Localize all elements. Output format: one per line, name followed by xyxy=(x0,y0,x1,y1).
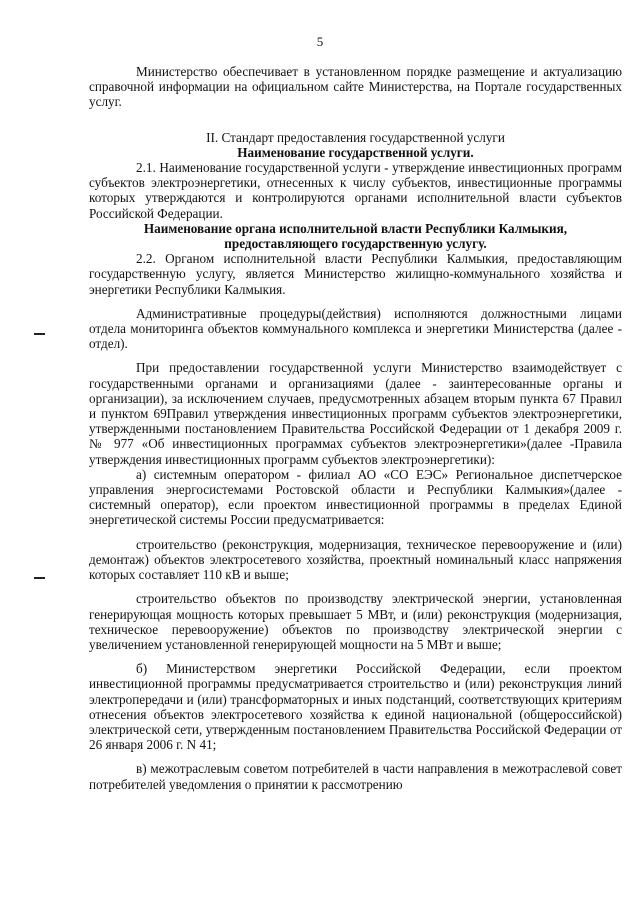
page-number: 5 xyxy=(316,34,324,49)
paragraph-ministry-info: Министерство обеспечивает в установленном порядке размещение и актуализацию справочной информации на официальном сайте Министерства, на Портале государственных услуг. xyxy=(89,64,622,110)
paragraph-2-2: 2.2. Органом исполнительной власти Республики Калмыкия, предоставляющим государственную услугу, является Министерство жилищно-коммунального хозяйства и энергетики Республики Калмыкия. xyxy=(89,251,622,297)
paragraph-admin-procedures: Административные процедуры(действия) исполняются должностными лицами отдела мониторинга объектов коммунального комплекса и энергетики Министерства (далее - отдел). xyxy=(89,305,622,352)
heading-authority: Наименование органа исполнительной власти Республики Калмыкия, предоставляющего государственную услугу. xyxy=(143,220,568,252)
section-title: II. Стандарт предоставления государственной услуги xyxy=(206,129,505,145)
paragraph-item-a: а) системным оператором - филиал АО «СО ЕЭС» Региональное диспетчерское управления энергосистемами Ростовской области и Республики Калмыкия»(далее - системный оператор), если проектом инвестиционной программы в пределах Единой энергетической системы России предусматривается: xyxy=(89,466,622,528)
paragraph-item-v: в) межотраслевым советом потребителей в части направления в межотраслевой совет потребителей уведомления о принятии к рассмотрению xyxy=(89,761,622,792)
margin-mark xyxy=(34,577,45,579)
paragraph-2-1: 2.1. Наименование государственной услуги - утверждение инвестиционных программ субъектов электроэнергетики, отнесенных к числу субъектов, инвестиционные программы которых утверждаются и контролируются органами исполнительной власти субъектов Российской Федерации. xyxy=(89,160,622,221)
document-body xyxy=(89,64,622,792)
margin-mark xyxy=(34,333,45,335)
heading-service-name: Наименование государственной услуги. xyxy=(237,144,474,160)
paragraph-item-a-1: строительство (реконструкция, модернизация, техническое перевооружение и (или) демонтаж) объектов электросетевого хозяйства, проектный номинальный класс напряжения которых составляет 110 кВ и выше; xyxy=(89,536,622,583)
paragraph-item-a-2: строительство объектов по производству электрической энергии, установленная генерирующая мощность которых превышает 5 МВт, и (или) реконструкция (модернизация, техническое перевооружение) объектов по производству электрической энергии с увеличением установленной генерирующей мощности на 5 МВт и выше; xyxy=(89,591,622,652)
paragraph-interaction: При предоставлении государственной услуги Министерство взаимодействует с государственными органами и организациями (далее - заинтересованные органы и организации), за исключением случаев, предусмотренных абзацем вторым пункта 67 Правил и пунктом 69Правил утверждения инвестиционных программ субъектов электроэнергетики, утвержденными постановлением Правительства Российской Федерации от 1 декабря 2009 г. № 977 «Об инвестиционных программах субъектов электроэнергетики»(далее -Правила утверждения инвестиционных программ субъектов электроэнергетики): xyxy=(89,360,622,467)
paragraph-item-b: б) Министерством энергетики Российской Федерации, если проектом инвестиционной программы предусматривается строительство и (или) реконструкция линий электропередачи и (или) трансформаторных и иных подстанций, соответствующих критериям отнесения объектов электросетевого хозяйства к единой национальной (общероссийской) электрической сети, утвержденным постановлением Правительства Российской Федерации от 26 января 2006 г. N 41; xyxy=(89,661,622,753)
